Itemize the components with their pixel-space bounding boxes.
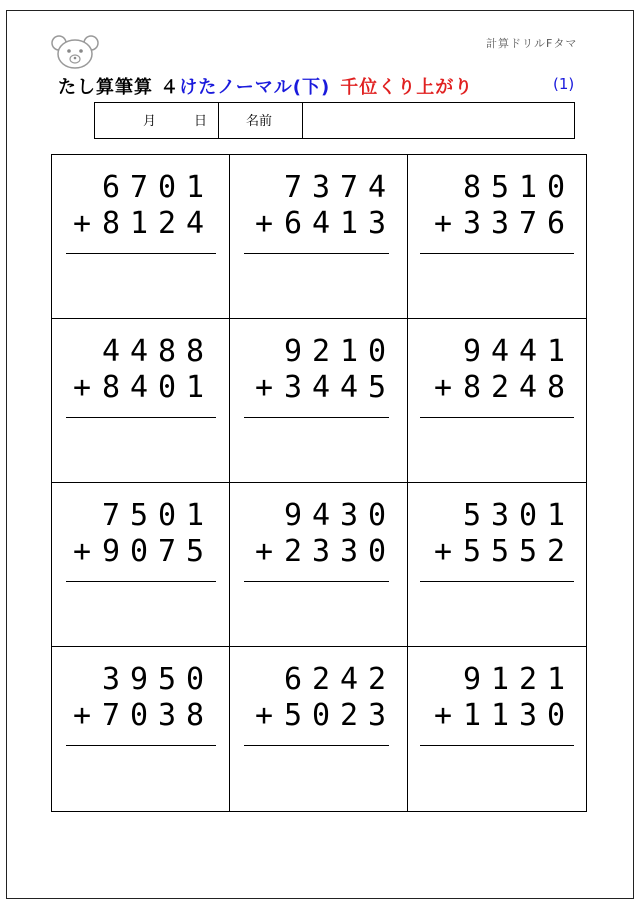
bottom-number: + 8 2 4 8 [408,369,586,405]
bottom-number: + 1 1 3 0 [408,697,586,733]
top-number: 6 2 4 2 [283,661,387,697]
plus-sign: + [72,205,92,241]
plus-sign: + [433,697,453,733]
problem-box[interactable] [52,319,230,483]
top-number: 9 2 1 0 [283,333,387,369]
addition-problem [230,333,407,405]
sum-rule [244,417,389,418]
plus-sign: + [433,369,453,405]
bottom-number: + 5 0 2 3 [230,697,407,733]
plus-sign: + [254,369,274,405]
bottom-number: + 8 4 0 1 [52,369,229,405]
title-carry-type: 千位くり上がり [340,77,474,98]
bottom-number: + 8 1 2 4 [52,205,229,241]
plus-sign: + [254,205,274,241]
name-label: 名前 [219,103,303,138]
top-number: 7 3 7 4 [283,169,387,205]
sum-rule [244,581,389,582]
bottom-number: + 6 4 1 3 [230,205,407,241]
top-number: 6 7 0 1 [101,169,205,205]
problem-box[interactable] [52,155,230,319]
bottom-number: + 5 5 5 2 [408,533,586,569]
plus-sign: + [254,533,274,569]
problem-box[interactable] [230,647,408,811]
addition-problem [230,661,407,733]
bottom-number: + 2 3 3 0 [230,533,407,569]
top-number: 8 5 1 0 [462,169,566,205]
name-field[interactable] [303,103,574,138]
addition-problem [230,497,407,569]
day-label: 日 [194,114,208,129]
problem-box[interactable] [408,155,586,319]
bottom-number: + 9 0 7 5 [52,533,229,569]
sum-rule [66,253,216,254]
bottom-number: + 3 4 4 5 [230,369,407,405]
name-date-row [94,102,575,139]
addition-problem [52,169,229,241]
worksheet-title [58,73,473,99]
top-number: 7 5 0 1 [101,497,205,533]
title-main: たし算筆算 ４ [58,77,180,98]
sum-rule [66,417,216,418]
addition-problem [408,661,586,733]
sheet-number: (1) [553,75,575,93]
problem-box[interactable] [408,319,586,483]
problem-box[interactable] [408,483,586,647]
title-digits: けたノーマル(下) [179,77,331,98]
top-number: 4 4 8 8 [101,333,205,369]
problem-box[interactable] [52,483,230,647]
sum-rule [420,253,574,254]
addition-problem [230,169,407,241]
bear-face-icon [50,34,100,70]
month-label: 月 [143,114,157,129]
top-number: 9 1 2 1 [462,661,566,697]
plus-sign: + [433,205,453,241]
plus-sign: + [72,697,92,733]
top-number: 5 3 0 1 [462,497,566,533]
sum-rule [66,581,216,582]
plus-sign: + [254,697,274,733]
bottom-number: + 3 3 7 6 [408,205,586,241]
sum-rule [66,745,216,746]
addition-problem [52,333,229,405]
top-number: 3 9 5 0 [101,661,205,697]
problem-grid [51,154,587,812]
top-number: 9 4 3 0 [283,497,387,533]
sum-rule [244,253,389,254]
problem-box[interactable] [52,647,230,811]
problem-box[interactable] [408,647,586,811]
plus-sign: + [72,533,92,569]
problem-box[interactable] [230,155,408,319]
addition-problem [408,169,586,241]
plus-sign: + [72,369,92,405]
date-field[interactable] [95,103,219,138]
addition-problem [408,333,586,405]
problem-box[interactable] [230,483,408,647]
addition-problem [408,497,586,569]
addition-problem [52,497,229,569]
plus-sign: + [433,533,453,569]
sum-rule [420,581,574,582]
sum-rule [244,745,389,746]
sum-rule [420,745,574,746]
top-number: 9 4 4 1 [462,333,566,369]
sum-rule [420,417,574,418]
addition-problem [52,661,229,733]
brand-label: 計算ドリルFタマ [486,37,578,50]
problem-box[interactable] [230,319,408,483]
bottom-number: + 7 0 3 8 [52,697,229,733]
